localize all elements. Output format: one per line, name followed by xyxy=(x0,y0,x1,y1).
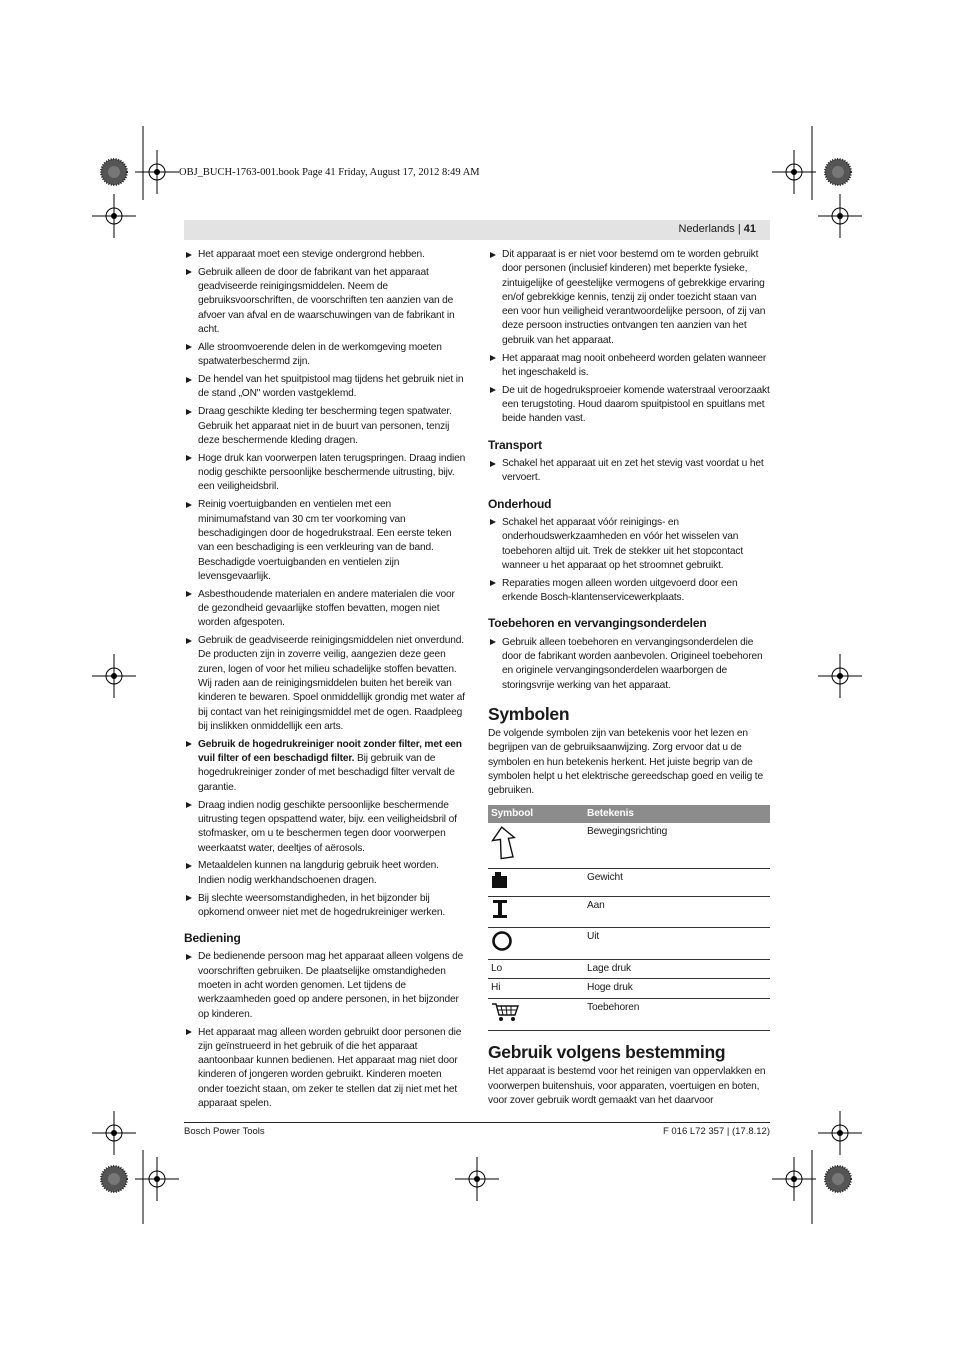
registration-disc-icon xyxy=(101,159,127,185)
registration-cross-icon xyxy=(818,194,862,238)
section-heading-onderhoud: Onderhoud xyxy=(488,496,552,511)
table-header-meaning: Betekenis xyxy=(584,805,770,823)
symbol-meaning: Bewegingsrichting xyxy=(584,823,770,869)
registration-cross-icon xyxy=(135,1157,179,1201)
print-header: OBJ_BUCH-1763-001.book Page 41 Friday, August 17, 2012 8:49 AM xyxy=(179,167,480,178)
registration-cross-icon xyxy=(818,654,862,698)
symbol-text: Hi xyxy=(488,979,584,998)
list-item: Reinig voertuigbanden en ventielen met een minimumafstand van 30 cm ter voorkoming van beschadigingen door de hogedrukstraal. Een eerste teken van een beschadiging is een verkleuring van de band. Beschadigde voertuigbanden en ventielen zijn levensgevaarlijk. xyxy=(184,498,466,584)
registration-disc-icon xyxy=(825,159,851,185)
list-item-filter xyxy=(184,738,466,795)
registration-disc-icon xyxy=(825,1166,851,1192)
symbol-meaning: Hoge druk xyxy=(584,979,770,998)
symbol-meaning: Toebehoren xyxy=(584,998,770,1030)
registration-cross-icon xyxy=(92,654,136,698)
section-heading-transport: Transport xyxy=(488,437,542,452)
table-row xyxy=(488,897,770,927)
weight-icon xyxy=(491,871,509,889)
registration-cross-icon xyxy=(818,1111,862,1155)
off-icon xyxy=(491,930,513,952)
list-item: Dit apparaat is er niet voor bestemd om te worden gebruikt door personen (inclusief kinderen) met beperkte fysieke, zintuigelijke of geestelijke vermogens of gebrekkige ervaring en/of gebrekkige kennis, tenzij zij onder toezicht staan van een voor hun veiligheid verantwoordelijke persoon, of zij van deze persoon instructies ontvangen ten aanzien van het gebruik van het apparaat. xyxy=(488,248,770,348)
symbol-meaning: Lage druk xyxy=(584,960,770,979)
list-item: Asbesthoudende materialen en andere materialen die voor de gezondheid gevaarlijke stoffen bevatten, mogen niet worden afgespoten. xyxy=(184,588,466,631)
table-row xyxy=(488,979,770,998)
list-item: De bedienende persoon mag het apparaat alleen volgens de voorschriften gebruiken. De plaatselijke omstandigheden moeten in acht worden genomen. Let tijdens de werkzaamheden goed op andere personen, in het bijzonder op kinderen. xyxy=(184,950,466,1021)
direction-arrow-icon xyxy=(491,825,517,861)
onderhoud-list xyxy=(488,516,770,605)
footer-divider xyxy=(184,1122,770,1123)
registration-cross-icon xyxy=(772,150,816,194)
gebruik-text: Het apparaat is bestemd voor het reinigen van oppervlakken en voorwerpen buitenshuis, voor apparaten, voertuigen en boten, voor zover gebruik wordt gemaakt van het daarvoor xyxy=(488,1066,766,1106)
left-column xyxy=(184,248,466,1115)
registration-cross-icon xyxy=(455,1157,499,1201)
right-column xyxy=(488,248,770,1114)
list-item: Schakel het apparaat vóór reinigings- en onderhoudswerkzaamheden en vóór het wisselen van toebehoren altijd uit. Trek de stekker uit het stopcontact wanneer u het apparaat op het stroomnet gebruikt. xyxy=(488,516,770,573)
page-number: 41 xyxy=(743,223,756,235)
list-item: Draag geschikte kleding ter bescherming tegen spatwater. Gebruik het apparaat niet in de buurt van personen, tenzij deze beschermende kleding dragen. xyxy=(184,405,466,448)
bediening-list xyxy=(184,950,466,1111)
filter-warning-bold: Gebruik de hogedrukreiniger nooit zonder filter, met een vuil filter of een beschadigd filter. xyxy=(198,738,462,765)
symbol-meaning: Gewicht xyxy=(584,869,770,897)
table-row xyxy=(488,869,770,897)
table-row xyxy=(488,823,770,869)
symbol-text: Lo xyxy=(488,960,584,979)
registration-cross-icon xyxy=(135,150,179,194)
safety-list-2 xyxy=(488,248,770,427)
list-item: Draag indien nodig geschikte persoonlijke beschermende uitrusting tegen opspattend water, bijv. een veiligheidsbril of stofmasker, om u te beschermen tegen door voorwerpen weerkaatst water, deeltjes of aërosols. xyxy=(184,799,466,856)
toebehoren-list xyxy=(488,636,770,693)
on-icon xyxy=(491,899,509,919)
list-item: Metaaldelen kunnen na langdurig gebruik heet worden. Indien nodig werkhandschoenen dragen. xyxy=(184,859,466,888)
registration-cross-icon xyxy=(92,194,136,238)
list-item: Het apparaat mag alleen worden gebruikt door personen die zijn geïnstrueerd in het gebruik of die het apparaat aantoonbaar kunnen bedienen. Het apparaat mag niet door kinderen of jongeren worden gebruikt. Kinderen moeten onder toezicht staan, om zeker te stellen dat zij niet met het apparaat spelen. xyxy=(184,1026,466,1112)
accessories-cart-icon xyxy=(491,1001,521,1023)
footer-brand: Bosch Power Tools xyxy=(184,1126,265,1137)
table-row xyxy=(488,998,770,1030)
list-item: Alle stroomvoerende delen in de werkomgeving moeten spatwaterbeschermd zijn. xyxy=(184,341,466,370)
symbols-table xyxy=(488,805,770,1031)
registration-disc-icon xyxy=(101,1166,127,1192)
section-heading-toebehoren: Toebehoren en vervangingsonderdelen xyxy=(488,616,707,631)
list-item: Gebruik de geadviseerde reinigingsmiddelen niet onverdund. De producten zijn in zoverre veilig, aangezien deze geen zuren, logen of voor het milieu schadelijke stoffen bevatten. Wij raden aan de reinigingsmiddelen buiten het bereik van kinderen te bewaren. Spoel onmiddellijk grondig met water af bij contact van het reinigingsmiddel met de ogen. Raadpleeg bij inslikken onmiddellijk een arts. xyxy=(184,634,466,734)
list-item: Het apparaat mag nooit onbeheerd worden gelaten wanneer het ingeschakeld is. xyxy=(488,352,770,381)
section-heading-bediening: Bediening xyxy=(184,931,241,946)
page-header: Nederlands | 41 xyxy=(184,220,770,240)
registration-cross-icon xyxy=(92,1111,136,1155)
table-header-symbol: Symbool xyxy=(488,805,584,823)
list-item: Het apparaat moet een stevige ondergrond hebben. xyxy=(184,248,466,262)
list-item: De uit de hogedruksproeier komende waterstraal veroorzaakt een terugstoting. Houd daarom spuitpistool en spuitlans met beide handen vast. xyxy=(488,384,770,427)
section-heading-symbolen: Symbolen xyxy=(488,703,570,724)
transport-list xyxy=(488,457,770,486)
symbol-meaning: Aan xyxy=(584,897,770,927)
safety-list-1 xyxy=(184,248,466,920)
symbol-meaning: Uit xyxy=(584,927,770,959)
list-item: Bij slechte weersomstandigheden, in het bijzonder bij opkomend onweer niet met de hogedrukreiniger werken. xyxy=(184,892,466,921)
header-language: Nederlands xyxy=(678,223,735,235)
section-heading-gebruik: Gebruik volgens bestemming xyxy=(488,1041,726,1062)
symbolen-intro: De volgende symbolen zijn van betekenis voor het lezen en begrijpen van de gebruiksaanwijzing. Zorg ervoor dat u de symbolen en hun betekenis herkent. Het juiste begrip van de symbolen helpt u het elektrische gereedschap goed en veilig te gebruiken. xyxy=(488,728,764,797)
registration-cross-icon xyxy=(772,1157,816,1201)
table-row xyxy=(488,960,770,979)
list-item: Gebruik alleen de door de fabrikant van het apparaat geadviseerde reinigingsmiddelen. Neem de gebruiksvoorschriften, de voorschriften ten aanzien van de afvoer van afval en de waarschuwingen van de fabrikant in acht. xyxy=(184,266,466,337)
list-item: Hoge druk kan voorwerpen laten terugspringen. Draag indien nodig geschikte persoonlijke beschermende uitrusting, bijv. een veiligheidsbril. xyxy=(184,452,466,495)
footer-doc-number: F 016 L72 357 | (17.8.12) xyxy=(662,1126,770,1137)
list-item: De hendel van het spuitpistool mag tijdens het gebruik niet in de stand „ON" worden vastgeklemd. xyxy=(184,373,466,402)
table-row xyxy=(488,927,770,959)
list-item: Schakel het apparaat uit en zet het stevig vast voordat u het vervoert. xyxy=(488,457,770,486)
list-item: Reparaties mogen alleen worden uitgevoerd door een erkende Bosch-klantenservicewerkplaats. xyxy=(488,577,770,606)
filter-warning-text: Bij gebruik van de hogedrukreiniger zonder of met beschadigd filter vervalt de garantie. xyxy=(198,753,455,793)
list-item: Gebruik alleen toebehoren en vervangingsonderdelen die door de fabrikant worden aanbevolen. Origineel toebehoren en originele vervangingsonderdelen waarborgen de storingsvrije werking van het apparaat. xyxy=(488,636,770,693)
